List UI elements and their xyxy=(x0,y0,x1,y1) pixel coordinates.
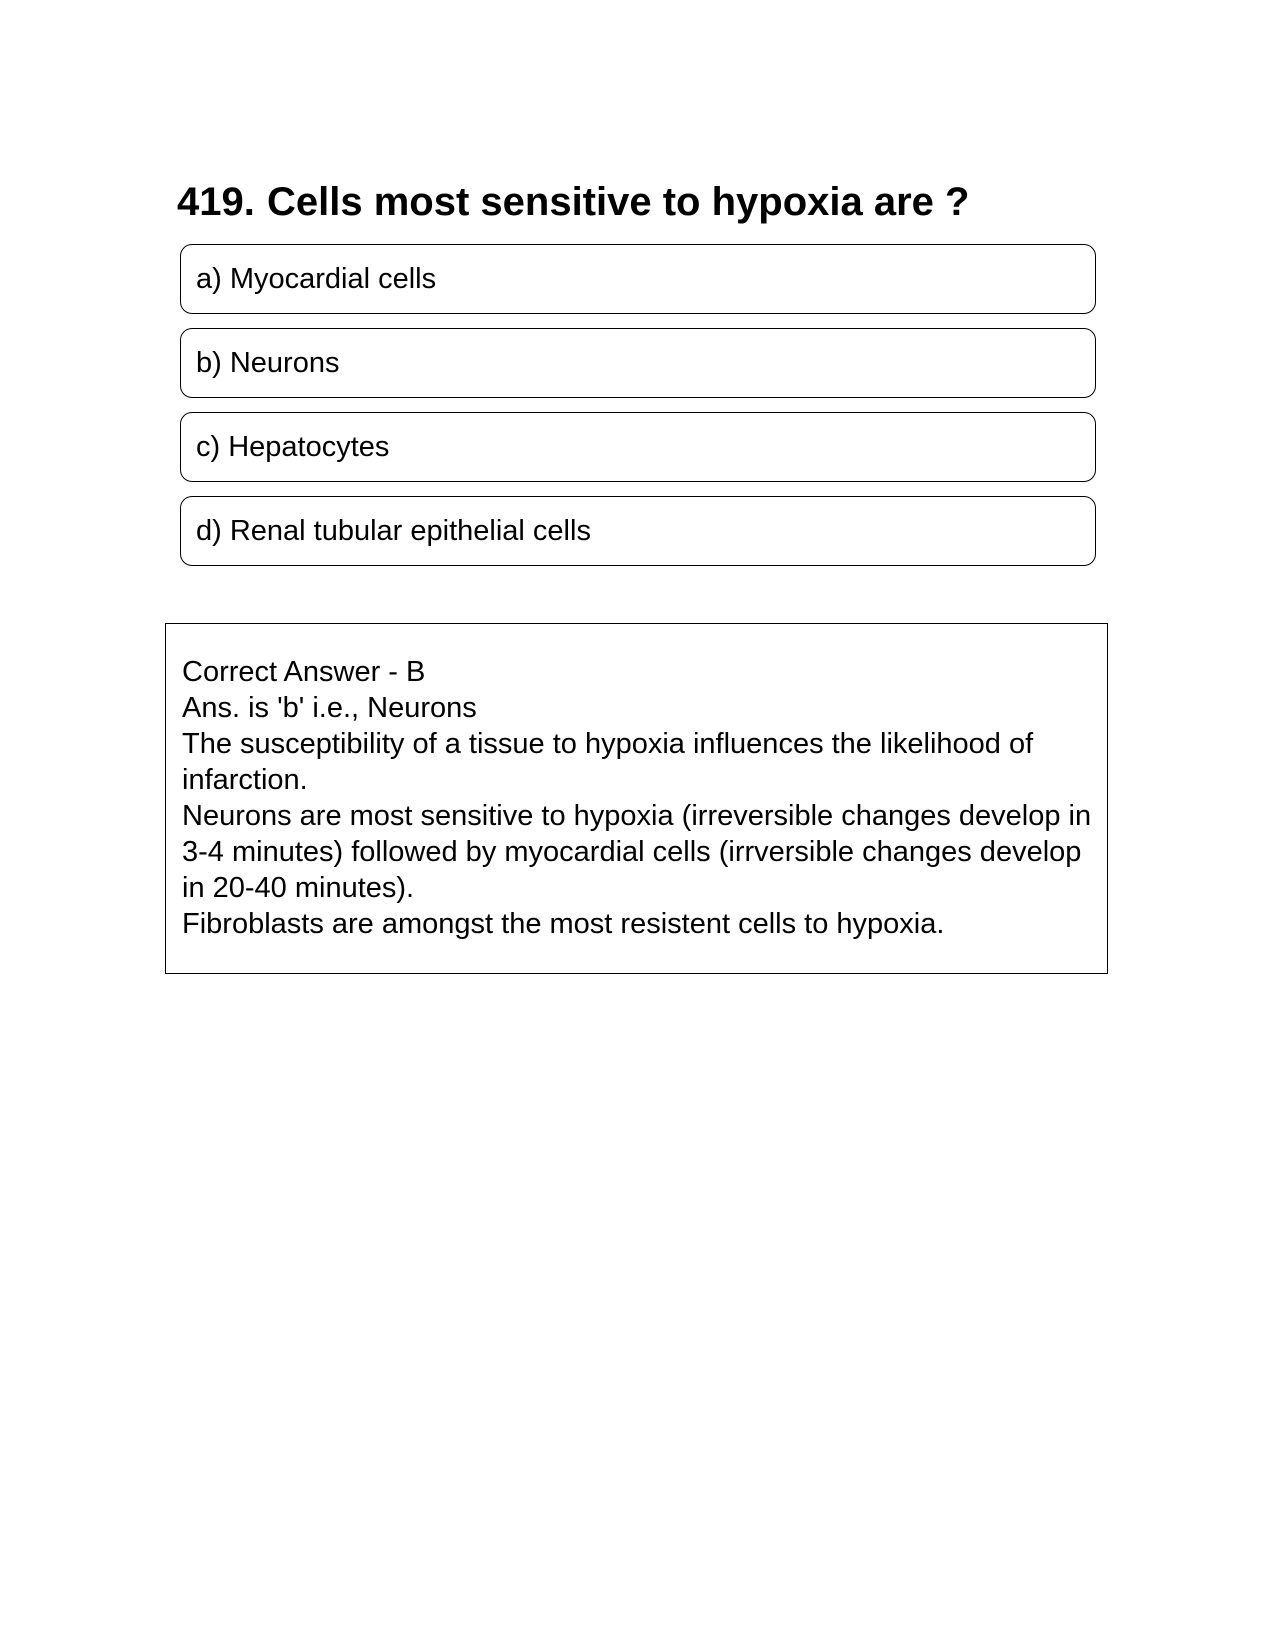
option-b[interactable]: b) Neurons xyxy=(180,328,1096,398)
options-list xyxy=(180,244,1096,580)
answer-detail-line: Ans. is 'b' i.e., Neurons xyxy=(182,692,477,724)
explanation-paragraph-1: The susceptibility of a tissue to hypoxia influences the likelihood of infarction. xyxy=(182,728,1034,796)
answer-explanation-box xyxy=(165,623,1108,974)
explanation-paragraph-3: Fibroblasts are amongst the most resistent cells to hypoxia. xyxy=(182,908,945,940)
option-c[interactable]: c) Hepatocytes xyxy=(180,412,1096,482)
question-text: Cells most sensitive to hypoxia are ? xyxy=(267,180,970,224)
explanation-paragraph-2: Neurons are most sensitive to hypoxia (irreversible changes develop in 3-4 minutes) followed by myocardial cells (irrversible changes develop in 20-40 minutes). xyxy=(182,800,1092,904)
option-a[interactable]: a) Myocardial cells xyxy=(180,244,1096,314)
option-d[interactable]: d) Renal tubular epithelial cells xyxy=(180,496,1096,566)
question-heading xyxy=(177,178,969,226)
correct-answer-line: Correct Answer - B xyxy=(182,656,426,688)
question-number: 419. xyxy=(177,180,255,224)
